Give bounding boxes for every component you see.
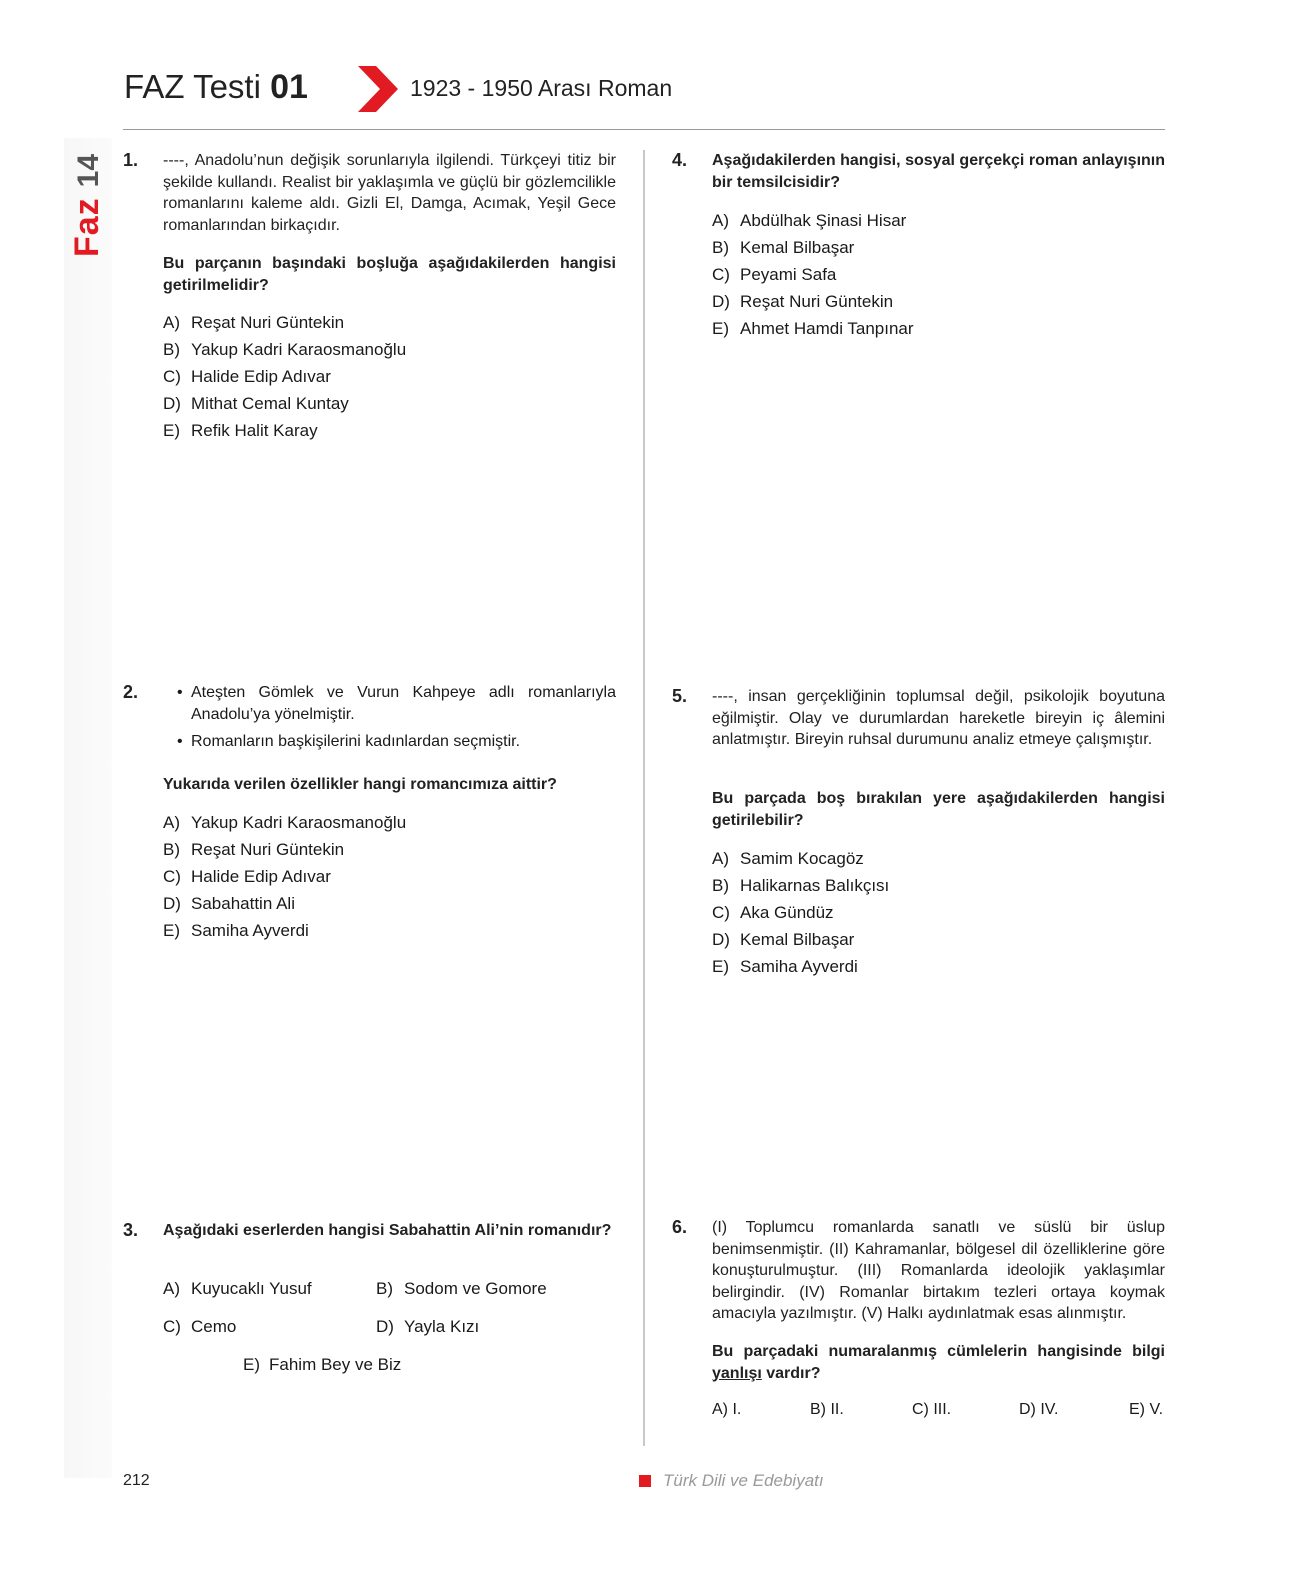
option-c[interactable]: C) Halide Edip Adıvar [163, 367, 331, 386]
square-icon [639, 1475, 651, 1487]
feature-list [177, 682, 616, 759]
faz-word: Faz [68, 196, 107, 257]
option-e[interactable]: E) V. [1129, 1401, 1164, 1418]
option-e[interactable]: E) Fahim Bey ve Biz [243, 1355, 402, 1374]
option-a[interactable]: A) Yakup Kadri Karaosmanoğlu [163, 813, 407, 832]
chevron-right-icon [356, 66, 400, 112]
option-e[interactable]: E) Ahmet Hamdi Tanpınar [712, 319, 914, 338]
question-prompt: Bu parçanın başındaki boşluğa aşağıdakilerden hangisi getirilmelidir? [163, 255, 616, 294]
option-e[interactable]: E) Samiha Ayverdi [163, 921, 309, 940]
option-d[interactable]: D) Yayla Kızı [376, 1317, 480, 1336]
option-e[interactable]: E) Samiha Ayverdi [712, 957, 858, 976]
page-number: 212 [123, 1472, 150, 1489]
page-title [124, 68, 308, 107]
question-number: 3. [123, 1220, 139, 1240]
option-a[interactable]: A) Abdülhak Şinasi Hisar [712, 211, 907, 230]
option-d[interactable]: D) Sabahattin Ali [163, 894, 295, 913]
option-d[interactable]: D) IV. [1019, 1401, 1059, 1418]
test-number: 01 [270, 68, 308, 106]
option-b[interactable]: B) II. [810, 1401, 844, 1418]
question-number: 4. [672, 150, 688, 170]
option-d[interactable]: D) Kemal Bilbaşar [712, 930, 855, 949]
option-b[interactable]: B) Kemal Bilbaşar [712, 238, 855, 257]
option-a[interactable]: A) Kuyucaklı Yusuf [163, 1279, 312, 1298]
sidebar-strip [64, 138, 112, 1478]
question-passage: (I) Toplumcu romanlarda sanatlı ve süslü bir üslup benimsenmiştir. (II) Kahramanlar, bölgesel dil özelliklerine göre konuşturulmuştur. (III) Romanlarda ideolojik yaklaşımlar belirgindir. (IV) Romanlar birtakım tezleri ortaya koymak amacıyla yazılmıştır. (V) Halkı aydınlatmak esas alınmıştır. [712, 1219, 1165, 1322]
faz-number: 14 [72, 153, 106, 187]
answer-options [712, 207, 914, 342]
feature-item: • Ateşten Gömlek ve Vurun Kahpeye adlı romanlarıyla Anadolu’ya yönelmiştir. [177, 682, 616, 725]
question-number: 6. [672, 1217, 688, 1237]
option-d[interactable]: D) Mithat Cemal Kuntay [163, 394, 349, 413]
faz-label [66, 150, 110, 260]
question-prompt: Yukarıda verilen özellikler hangi romancımıza aittir? [163, 776, 557, 793]
option-c[interactable]: C) Peyami Safa [712, 265, 837, 284]
option-c[interactable]: C) III. [912, 1401, 952, 1418]
question-passage: ----, insan gerçekliğinin toplumsal değil, psikolojik boyutuna eğilmiştir. Olay ve durumlardan hareketle bireyin iç âlemini anlatmıştır. Bireyin ruhsal durumunu analiz etmeye çalışmıştır. [712, 688, 1165, 748]
option-c[interactable]: C) Halide Edip Adıvar [163, 867, 331, 886]
test-label: FAZ Testi [124, 68, 261, 105]
option-a[interactable]: A) Samim Kocagöz [712, 849, 864, 868]
option-b[interactable]: B) Sodom ve Gomore [376, 1279, 547, 1298]
option-a[interactable]: A) Reşat Nuri Güntekin [163, 313, 345, 332]
underlined-word: yanlışı [712, 1364, 762, 1382]
header-divider [123, 129, 1165, 130]
option-d[interactable]: D) Reşat Nuri Güntekin [712, 292, 894, 311]
question-number: 1. [123, 150, 139, 170]
book-title: Türk Dili ve Edebiyatı [663, 1471, 824, 1490]
question-prompt: Bu parçada boş bırakılan yere aşağıdakilerden hangisi getirilebilir? [712, 790, 1165, 829]
column-divider [643, 150, 645, 1446]
feature-item: • Romanların başkişilerini kadınlardan seçmiştir. [177, 731, 616, 753]
option-b[interactable]: B) Yakup Kadri Karaosmanoğlu [163, 340, 407, 359]
option-c[interactable]: C) Cemo [163, 1317, 237, 1336]
question-number: 5. [672, 686, 688, 706]
question-prompt: Bu parçadaki numaralanmış cümlelerin hangisinde bilgi yanlışı vardır? [712, 1343, 1165, 1382]
subject-title: 1923 - 1950 Arası Roman [410, 75, 673, 101]
option-c[interactable]: C) Aka Gündüz [712, 903, 834, 922]
answer-options [712, 845, 889, 980]
option-e[interactable]: E) Refik Halit Karay [163, 421, 318, 440]
option-a[interactable]: A) I. [712, 1401, 742, 1418]
question-passage: ----, Anadolu’nun değişik sorunlarıyla ilgilendi. Türkçeyi titiz bir şekilde kullandı. Realist bir yaklaşımla ve güçlü bir gözlemcilikle romanlarını kaleme aldı. Gizli El, Damga, Acımak, Yeşil Gece romanlarından birkaçıdır. [163, 152, 616, 234]
answer-options [163, 309, 406, 444]
option-b[interactable]: B) Reşat Nuri Güntekin [163, 840, 345, 859]
question-number: 2. [123, 682, 139, 702]
question-prompt: Aşağıdakilerden hangisi, sosyal gerçekçi roman anlayışının bir temsilcisidir? [712, 152, 1165, 191]
question-prompt: Aşağıdaki eserlerden hangisi Sabahattin Ali’nin romanıdır? [163, 1222, 612, 1239]
answer-options [163, 809, 406, 944]
option-b[interactable]: B) Halikarnas Balıkçısı [712, 876, 890, 895]
